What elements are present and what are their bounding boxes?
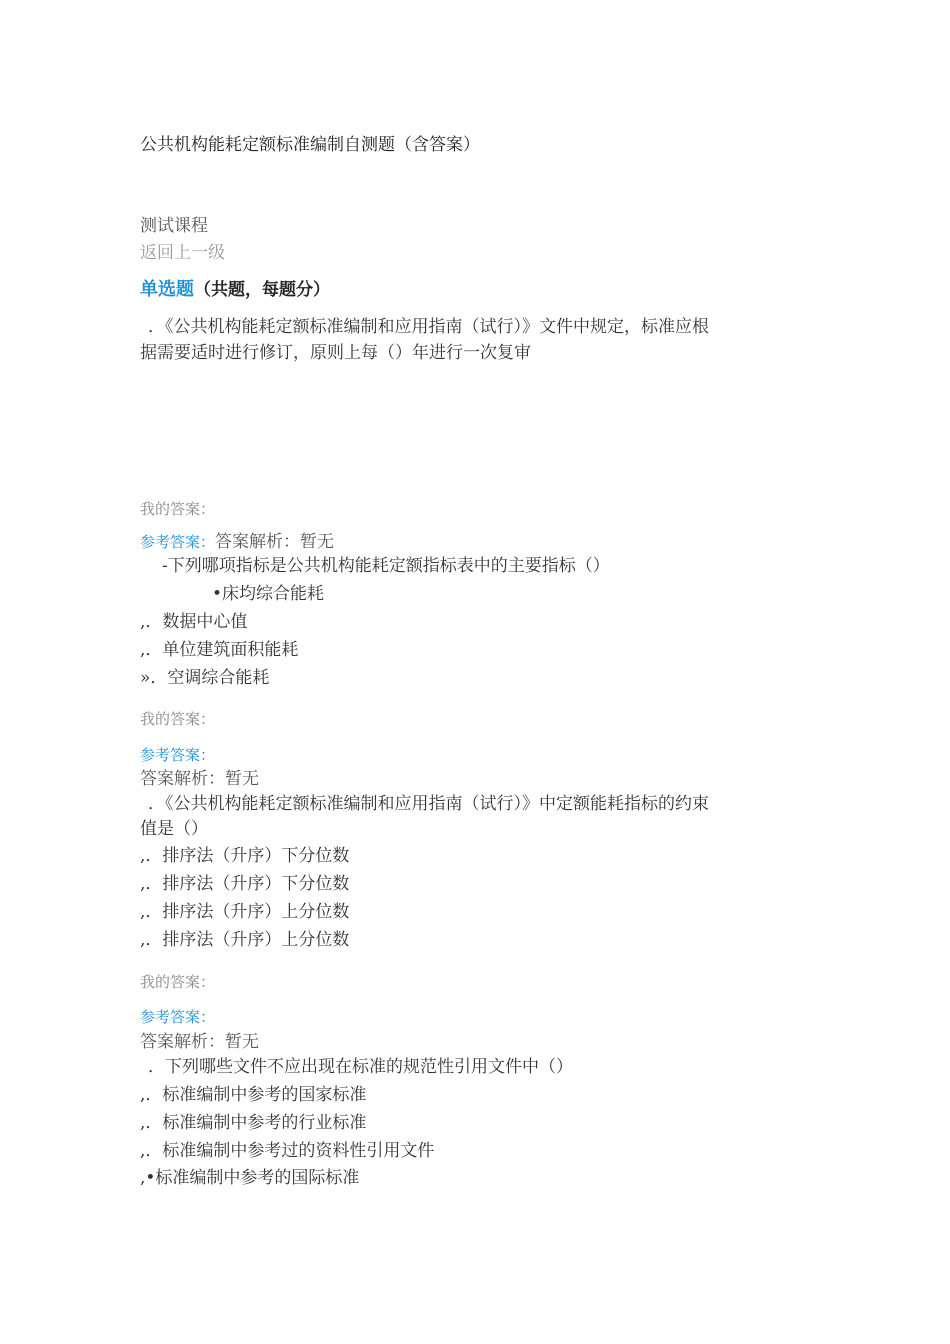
question-4-option-1[interactable]: ,．标准编制中参考的国家标准 xyxy=(140,1085,367,1105)
question-2-reference-label: 参考答案： xyxy=(140,746,216,764)
question-3-option-3[interactable]: ,．排序法（升序）上分位数 xyxy=(140,902,350,922)
back-link[interactable]: 返回上一级 xyxy=(140,243,225,263)
question-2-line-1: -下列哪项指标是公共机构能耗定额指标表中的主要指标（） xyxy=(162,556,610,576)
question-3-option-2[interactable]: ,．排序法（升序）下分位数 xyxy=(140,874,350,894)
question-2-option-3[interactable]: ,．单位建筑面积能耗 xyxy=(140,640,299,660)
section-meta: （共题，每题分） xyxy=(194,280,330,300)
question-3-line-2: 值是（） xyxy=(140,819,208,839)
question-4-line-1: ．下列哪些文件不应出现在标准的规范性引用文件中（） xyxy=(148,1057,573,1077)
question-3-line-1: ．《公共机构能耗定额标准编制和应用指南（试行）》中定额能耗指标的约束 xyxy=(148,794,709,814)
question-2-option-1[interactable]: •床均综合能耗 xyxy=(212,584,325,604)
question-4-option-2[interactable]: ,．标准编制中参考的行业标准 xyxy=(140,1113,367,1133)
question-3-option-1[interactable]: ,．排序法（升序）下分位数 xyxy=(140,846,350,866)
section-label: 单选题 xyxy=(140,279,194,300)
question-3-my-answer: 我的答案： xyxy=(140,973,216,991)
question-4-option-3[interactable]: ,．标准编制中参考过的资料性引用文件 xyxy=(140,1141,435,1161)
question-2-analysis: 答案解析：暂无 xyxy=(140,769,259,789)
section-heading xyxy=(140,278,330,302)
question-1-my-answer: 我的答案： xyxy=(140,500,216,518)
question-2-my-answer: 我的答案： xyxy=(140,710,216,728)
question-3-reference-label: 参考答案： xyxy=(140,1008,216,1026)
course-name: 测试课程 xyxy=(140,216,208,236)
answer-analysis: 答案解析：暂无 xyxy=(215,532,335,552)
question-2-option-4[interactable]: »．空调综合能耗 xyxy=(140,668,270,688)
document-title: 公共机构能耗定额标准编制自测题（含答案） xyxy=(140,135,480,155)
reference-answer-label: 参考答案： xyxy=(140,533,216,551)
question-2-option-2[interactable]: ,．数据中心值 xyxy=(140,612,248,632)
question-1-reference xyxy=(140,530,334,554)
question-3-option-4[interactable]: ,．排序法（升序）上分位数 xyxy=(140,930,350,950)
question-4-option-4[interactable]: ,•标准编制中参考的国际标准 xyxy=(140,1168,360,1188)
question-1-line-1: ．《公共机构能耗定额标准编制和应用指南（试行）》文件中规定，标准应根 xyxy=(148,317,709,337)
question-3-analysis: 答案解析：暂无 xyxy=(140,1032,259,1052)
question-1-line-2: 据需要适时进行修订，原则上每（）年进行一次复审 xyxy=(140,343,531,363)
